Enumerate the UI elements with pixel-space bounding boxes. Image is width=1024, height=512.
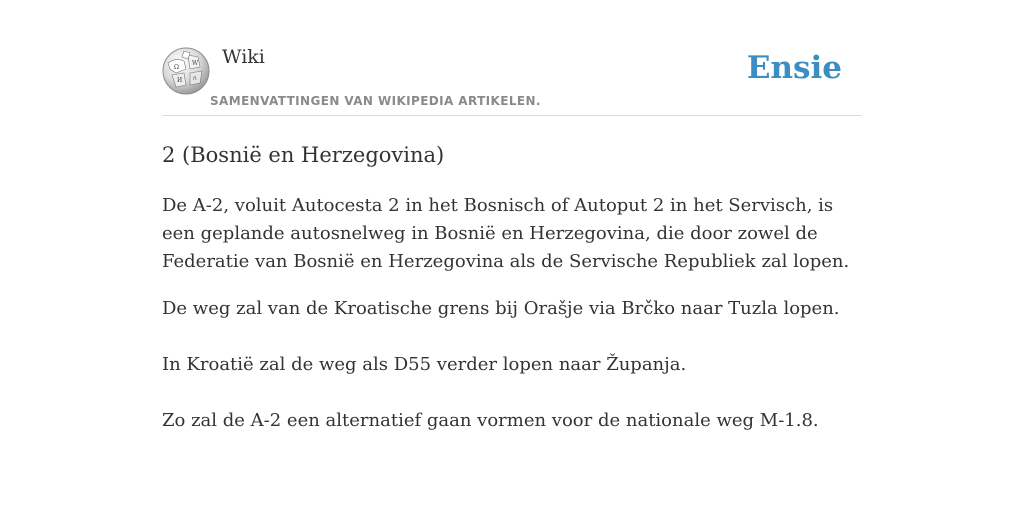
article-paragraph: Zo zal de A-2 een alternatief gaan vormen voor de nationale weg M-1.8. bbox=[162, 410, 819, 431]
svg-text:ก: ก bbox=[193, 75, 197, 82]
article-paragraph: De weg zal van de Kroatische grens bij Orašje via Brčko naar Tuzla lopen. bbox=[162, 298, 840, 319]
svg-text:Ω: Ω bbox=[174, 64, 179, 71]
article-paragraph: De A-2, voluit Autocesta 2 in het Bosnisch of Autoput 2 in het Servisch, is een geplande autosnelweg in Bosnië en Herzegovina, die door zowel de Federatie van Bosnië en Herzegovina als de Servische Republiek zal lopen. bbox=[162, 195, 850, 272]
site-name[interactable]: Wiki bbox=[222, 46, 265, 68]
site-header bbox=[162, 40, 862, 116]
svg-text:W: W bbox=[192, 60, 199, 67]
article-content bbox=[162, 140, 862, 435]
svg-text:И: И bbox=[177, 77, 183, 84]
brand-logo-link[interactable]: Ensie bbox=[746, 50, 842, 86]
site-tagline: SAMENVATTINGEN VAN WIKIPEDIA ARTIKELEN. bbox=[210, 94, 541, 108]
wikipedia-globe-icon[interactable] bbox=[162, 47, 210, 95]
article-title: 2 (Bosnië en Herzegovina) bbox=[162, 143, 445, 167]
article-paragraph: In Kroatië zal de weg als D55 verder lopen naar Županja. bbox=[162, 354, 687, 375]
